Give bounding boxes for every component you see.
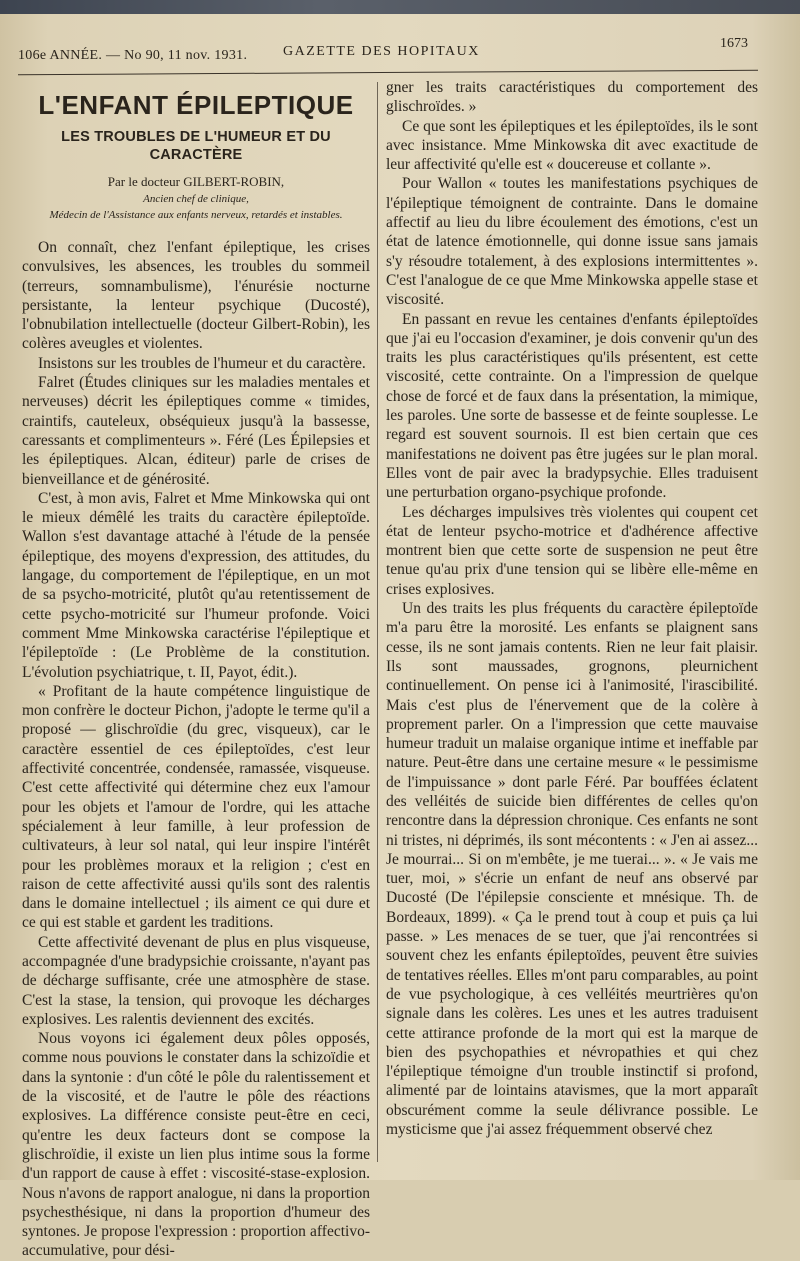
- paragraph: Insistons sur les troubles de l'humeur et du caractère.: [38, 354, 366, 372]
- byline: Par le docteur GILBERT-ROBIN,: [107, 174, 285, 189]
- issue-info: 106e ANNÉE. — No 90, 11 nov. 1931.: [18, 48, 248, 63]
- left-column: [22, 88, 370, 1260]
- page-header: [18, 38, 748, 68]
- paragraph: En passant en revue les centaines d'enfants épileptoïdes que j'ai eu l'occasion d'examiner, je dois convenir qu'un des traits les plus caractéristiques qu'ils présentent, est cette viscosité, cette contrainte. On a l'impression de quelque chose de forcé et de faux dans la présentation, la mimique, les paroles. Une sorte de bassesse et de feinte souplesse. Le regard est souvent sournois. Il est bien certain que ces manifestations ne doivent pas être jugées sur le plan moral. Elles vont de pair avec la bradypsychie. Elles traduisent une perturbation organo-psychique profonde.: [386, 310, 758, 502]
- article-title: L'ENFANT ÉPILEPTIQUE: [38, 90, 354, 120]
- paragraph: Cette affectivité devenant de plus en plus visqueuse, accompagnée d'une bradypsichie croissante, n'ayant pas de décharge suffisante, crée une atmosphère de stase. C'est la stase, la tension, qui provoque les décharges explosives. Les ralentis deviennent des excités.: [22, 933, 370, 1028]
- paragraph: Falret (Études cliniques sur les maladies mentales et nerveuses) décrit les épileptiques comme « timides, craintifs, cauteleux, obséquieux jusqu'à la bassesse, caressants et complimenteurs ». Féré (Les Épilepsies et les épileptiques. Alcan, éditeur) parle de crises de bienveillance et de générosité.: [22, 374, 370, 488]
- article-subtitle: LES TROUBLES DE L'HUMEUR ET DU CARACTÈRE: [61, 129, 331, 163]
- scan-border: [0, 0, 800, 14]
- paragraph: Pour Wallon « toutes les manifestations psychiques de l'épileptique témoignent de contrainte. Dans le domaine affectif au lieu du libre écoulement des émotions, c'est un état de latence émotionnelle, qui donne issue sans jamais s'y résoudre totalement, à des explosions intermittentes ». C'est l'analogue de ce que Mme Minkowska appelle stase et viscosité.: [386, 175, 758, 309]
- paragraph: Ce que sont les épileptiques et les épileptoïdes, ils le sont avec insistance. Mme Minkowska dit avec exactitude de leur affectivité qu'elle est « doucereuse et collante ».: [386, 117, 758, 174]
- paragraph: C'est, à mon avis, Falret et Mme Minkowska qui ont le mieux démêlé les traits du caractère épileptoïde. Wallon s'est davantage attaché à l'étude de la pensée épileptique, des moyens d'expression, des attitudes, du langage, du comportement de l'épileptique, en un mot de sa psycho-motricité, plutôt qu'au retentissement de cette psycho-motricité sur l'humeur profonde. Voici comment Mme Minkowska caractérise l'épileptique et l'épileptoïde : (Le Problème de la constitution. L'évolution psychiatrique, t. II, Payot, édit.).: [22, 489, 370, 681]
- page-number: 1673: [720, 36, 748, 51]
- publication-title: GAZETTE DES HOPITAUX: [283, 44, 480, 59]
- paragraph: Les décharges impulsives très violentes qui coupent cet état de lenteur psycho-motrice et d'adhérence affective montrent bien que cette sorte de suspension ne peut être tenue qu'au prix d'une tension qui se libère elle-même en crises explosives.: [386, 503, 758, 598]
- author-note: Ancien chef de clinique,: [143, 193, 249, 205]
- paragraph: gner les traits caractéristiques du comportement des glischroïdes. »: [386, 79, 758, 116]
- paragraph: Nous voyons ici également deux pôles opposés, comme nous pouvions le constater dans la schizoïdie et dans la syntonie : d'un côté le pôle du ralentissement et de la viscosité, et de l'autre le pôle des réactions explosives. La différence consiste peut-être en ceci, qu'entre les deux facteurs dont se compose la glischroïdie, il existe un lien plus intime sous la forme d'un rapport de cause à effet : viscosité-stase-explosion. Nous n'avons de rapport analogue, ni dans la proportion psychesthésique, ni dans la proportion d'humeur des syntones. Je propose l'expression : proportion affectivo-accumulative, pour dési-: [22, 1030, 370, 1260]
- right-column: [386, 78, 758, 1158]
- column-divider: [377, 82, 378, 1162]
- header-rule: [18, 70, 758, 76]
- paragraph: On connaît, chez l'enfant épileptique, les crises convulsives, les absences, les troubles du sommeil (terreurs, somnambulisme), l'énurésie nocturne persistante, la lenteur psychique (Ducosté), l'obnubilation intellectuelle (docteur Gilbert-Robin), les colères aveugles et violentes.: [22, 239, 370, 353]
- paragraph: « Profitant de la haute compétence linguistique de mon confrère le docteur Pichon, j'adopte le terme qu'il a proposé — glischroïdie (du grec, visqueux), car le caractère essentiel de ces épileptoïdes, c'est leur affectivité concentrée, condensée, ramassée, visqueuse. C'est cette affectivité qui détermine chez eux l'amour pour les objets et l'amour de l'ordre, qui les attache spécialement à leur famille, à leur profession de cultivateurs, à leur sol natal, qui leur inspire l'intérêt pour les problèmes moraux et la religion ; c'est en raison de cette affectivité aussi qu'ils sont des ralentis dans le domaine intellectuel ; ils aiment ce qui dure et ce qui est stable et gardent les traditions.: [22, 682, 370, 932]
- paragraph: Un des traits les plus fréquents du caractère épileptoïde m'a paru être la morosité. Les enfants se plaignent sans cesse, ils ne sont jamais contents. Rien ne leur fait plaisir. Ils sont maussades, grognons, pleurnichent continuellement. On pense ici à l'animosité, l'irascibilité. Mais c'est plus de l'énervement que de la colère à proprement parler. On a l'impression que cette mauvaise humeur traduit un malaise organique intime et ineffable par nature. Peut-être dans une certaine mesure « le pessimisme de l'impuissance » dont parle Féré. Par bouffées éclatent des velléités de suicide bien différentes de celles qu'on rencontre dans la dépression chronique. Ces enfants ne sont ni tristes, ni déprimés, ils sont mécontents : « J'en ai assez... Je mourrai... Si on m'embête, je me tuerai... ». « Je vais me tuer, moi, » s'écrie un enfant de neuf ans observé par Ducosté (De l'épilepsie consciente et mnésique. Th. de Bordeaux, 1899). « Ça le prend tout à coup et puis ça lui passe. » Les menaces de se tuer, que j'ai rencontrées si souvent chez les enfants épileptoïdes, peuvent être suivies de tentatives réelles. Elles m'ont paru comparables, au point de vue psychologique, à ces velléités meurtrières qu'on signale dans les colères. Les unes et les autres traduisent cette attirance profonde de la mort qui est la marque de bien des psychopathies et névropathies et qui chez l'épileptique témoigne d'un trouble instinctif si profond, alimenté par de lointains atavismes, que la mort apparaît obscurément comme la seule délivrance possible. Le mysticisme que j'ai assez fréquemment observé chez: [386, 600, 758, 1139]
- author-note: Médecin de l'Assistance aux enfants nerveux, retardés et instables.: [49, 209, 343, 221]
